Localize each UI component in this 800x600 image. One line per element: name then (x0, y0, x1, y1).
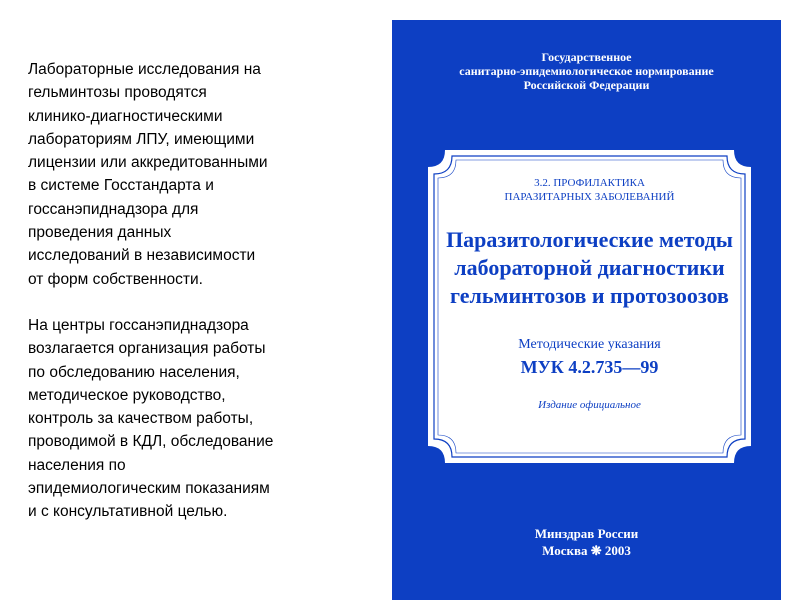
paragraph-sanitary-centers: На центры госсанэпиднадзора возлагается организация работы по обследованию населения, методическое руководство, контроль за качеством работы, проводимой в КДЛ, обследование населения по эпидемиологическим показаниям и с консультативной целью. (28, 316, 274, 521)
cover-document-code: МУК 4.2.735—99 (520, 357, 659, 377)
cover-ornamental-frame (428, 150, 751, 463)
paragraph-laboratory-research: Лабораторные исследования на гельминтозы проводятся клинико-диагностическими лабораториям ЛПУ, имеющими лицензии или аккредитованными в системе Госстандарта и госсанэпиднадзора для проведения данных исследований в независимости от форм собственности. (28, 61, 268, 288)
book-cover-image (392, 20, 781, 600)
cover-title: Паразитологические методы лабораторной диагностики гельминтозов и протозоозов (446, 227, 733, 308)
cover-edition: Издание официальное (538, 399, 641, 411)
cover-series: 3.2. ПРОФИЛАКТИКА ПАРАЗИТАРНЫХ ЗАБОЛЕВАНИЙ (504, 177, 675, 203)
cover-subtitle: Методические указания (518, 337, 661, 352)
cover-footer: Минздрав России Москва ❋ 2003 (534, 526, 639, 558)
slide-text (28, 58, 373, 524)
cover-publisher-header: Государственное санитарно-эпидемиологическое нормирование Российской Федерации (459, 50, 714, 92)
